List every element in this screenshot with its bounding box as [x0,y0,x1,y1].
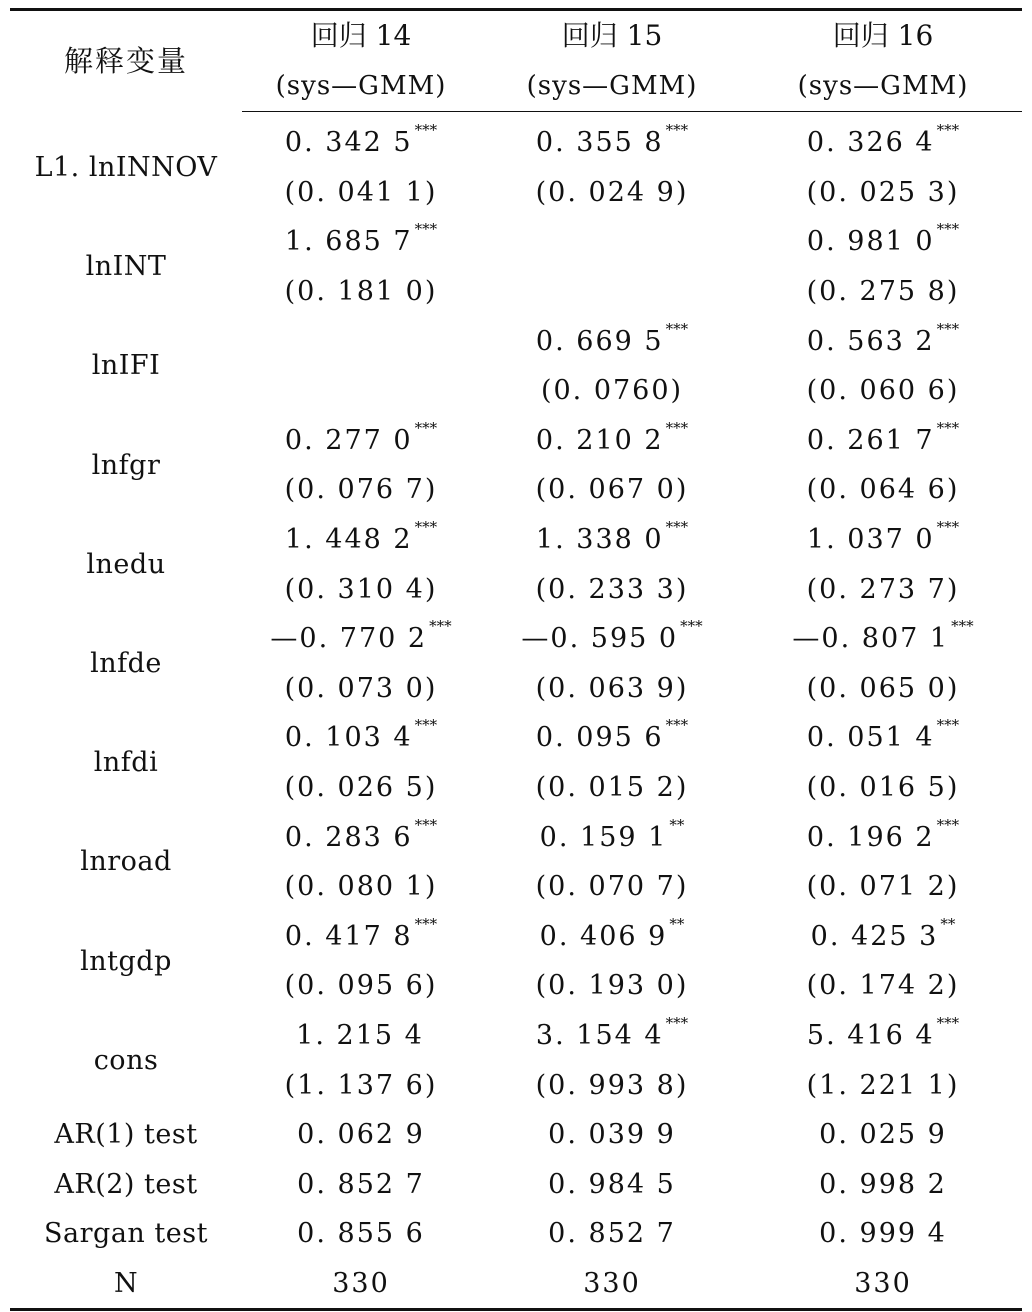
significance-stars: *** [414,518,438,537]
standard-error-cell: (0. 064 6) [806,474,960,506]
standard-error-cell: (0. 076 7) [284,474,438,506]
coefficient-value: 0. 261 7 [806,424,935,456]
table-row [10,1259,1022,1310]
column-header-title: 回归 14 [242,10,480,62]
test-name: N [10,1259,242,1310]
standard-error-cell: (0. 095 6) [284,970,438,1002]
coefficient-value: —0. 807 1 [792,623,950,655]
standard-error-cell: (0. 016 5) [806,772,960,804]
column-header-subtitle: (sys—GMM) [242,61,480,112]
standard-error-cell: (0. 041 1) [284,176,438,208]
variable-name: lnIFI [91,350,161,382]
table-row [10,217,1022,267]
standard-error-cell: (1. 221 1) [806,1069,960,1101]
coefficient-cell [242,713,480,763]
coefficient-cell [480,416,744,466]
coefficient-cell [480,812,744,862]
variable-name: cons [93,1044,159,1076]
standard-error-cell: (0. 174 2) [806,970,960,1002]
table-row [10,1110,1022,1160]
table-row [10,416,1022,466]
test-value: 0. 852 7 [297,1168,425,1200]
coefficient-cell [744,1011,1022,1061]
standard-error-cell: (0. 993 8) [535,1069,689,1101]
test-value: 0. 999 4 [819,1218,947,1250]
test-name: AR(2) test [54,1168,198,1200]
significance-stars: ** [669,815,685,834]
coefficient-value: 1. 685 7 [284,226,413,258]
table-row [10,912,1022,962]
significance-stars: *** [665,121,689,140]
significance-stars: ** [669,914,685,933]
coefficient-cell [480,614,744,664]
coefficient-value: 1. 037 0 [806,524,935,556]
standard-error-cell: (0. 015 2) [535,772,689,804]
test-name: AR(1) test [54,1119,198,1151]
significance-stars: *** [429,617,452,636]
coefficient-cell [480,912,744,962]
standard-error-cell: (0. 060 6) [806,375,960,407]
significance-stars: *** [665,518,689,537]
significance-stars: *** [936,220,960,239]
significance-stars: *** [936,716,960,735]
coefficient-value: 0. 326 4 [806,127,935,159]
coefficient-cell [744,112,1022,168]
coefficient-cell [480,217,744,267]
coefficient-cell [744,217,1022,267]
standard-error-cell [242,366,480,416]
table-header [10,10,1022,112]
table-row [10,112,1022,168]
variable-name: lnedu [86,548,166,580]
coefficient-value: 1. 448 2 [284,524,413,556]
regression-table [10,8,1022,1311]
coefficient-value: 0. 277 0 [284,424,413,456]
standard-error-cell: (0. 073 0) [284,672,438,704]
coefficient-cell [242,912,480,962]
variable-name: lntgdp [80,945,172,977]
coefficient-value: 0. 563 2 [806,325,935,357]
coefficient-cell [744,614,1022,664]
significance-stars: *** [951,617,974,636]
standard-error-cell: (0. 0760) [540,375,684,407]
significance-stars: *** [414,716,438,735]
coefficient-value: 1. 215 4 [296,1019,424,1051]
coefficient-value: 0. 196 2 [806,821,935,853]
coefficient-cell [744,515,1022,565]
coefficient-value: 0. 417 8 [284,920,413,952]
coefficient-cell [480,713,744,763]
coefficient-value: 0. 669 5 [535,325,664,357]
coefficient-value: 1. 338 0 [535,524,664,556]
test-value: 330 [744,1259,1022,1310]
coefficient-value: 0. 355 8 [535,127,664,159]
significance-stars: *** [936,815,960,834]
standard-error-cell: (0. 310 4) [284,573,438,605]
standard-error-cell: (0. 071 2) [806,871,960,903]
test-value: 0. 062 9 [297,1119,425,1151]
table-row [10,1011,1022,1061]
coefficient-cell [242,515,480,565]
significance-stars: *** [936,418,960,437]
coefficient-cell [242,416,480,466]
significance-stars: *** [665,716,689,735]
coefficient-cell [242,812,480,862]
significance-stars: *** [936,518,960,537]
variable-column-header: 解释变量 [10,10,242,112]
table-row [10,1159,1022,1209]
test-value: 0. 039 9 [548,1119,676,1151]
standard-error-cell: (0. 065 0) [806,672,960,704]
column-header-title: 回归 15 [480,10,744,62]
significance-stars: *** [680,617,703,636]
coefficient-value: 0. 095 6 [535,722,664,754]
test-name: Sargan test [44,1218,208,1250]
coefficient-value: —0. 595 0 [521,623,679,655]
standard-error-cell: (0. 024 9) [535,176,689,208]
standard-error-cell: (0. 080 1) [284,871,438,903]
standard-error-cell: (0. 070 7) [535,871,689,903]
standard-error-cell: (0. 025 3) [806,176,960,208]
table-row [10,515,1022,565]
coefficient-value: 0. 159 1 [539,821,668,853]
standard-error-cell: (0. 063 9) [535,672,689,704]
coefficient-cell [480,1011,744,1061]
coefficient-value: 5. 416 4 [806,1019,935,1051]
table-body [10,112,1022,1310]
variable-name: lnfgr [91,449,161,481]
standard-error-cell: (0. 026 5) [284,772,438,804]
table-row [10,812,1022,862]
column-header-subtitle: (sys—GMM) [480,61,744,112]
significance-stars: *** [414,815,438,834]
variable-name: lnfde [90,648,162,680]
standard-error-cell: (0. 193 0) [535,970,689,1002]
coefficient-cell [744,812,1022,862]
variable-name: lnINT [85,251,167,283]
standard-error-cell: (0. 067 0) [535,474,689,506]
coefficient-cell [480,112,744,168]
test-value: 330 [480,1259,744,1310]
standard-error-cell: (1. 137 6) [284,1069,438,1101]
coefficient-cell [480,316,744,366]
coefficient-cell [744,713,1022,763]
coefficient-cell [744,416,1022,466]
test-value: 0. 984 5 [548,1168,676,1200]
standard-error-cell: (0. 181 0) [284,276,438,308]
significance-stars: *** [665,319,689,338]
table-row [10,316,1022,366]
significance-stars: *** [414,220,438,239]
table-row [10,713,1022,763]
standard-error-cell [480,267,744,317]
coefficient-cell [242,614,480,664]
standard-error-cell: (0. 273 7) [806,573,960,605]
significance-stars: ** [940,914,956,933]
test-value: 0. 998 2 [819,1168,947,1200]
coefficient-value: 0. 342 5 [284,127,413,159]
coefficient-value: 0. 425 3 [810,920,939,952]
coefficient-value: 0. 283 6 [284,821,413,853]
variable-name: lnfdi [93,747,159,779]
coefficient-cell [744,912,1022,962]
coefficient-cell [242,217,480,267]
significance-stars: *** [936,121,960,140]
coefficient-cell [242,316,480,366]
significance-stars: *** [936,319,960,338]
standard-error-cell: (0. 275 8) [806,276,960,308]
coefficient-value: 0. 406 9 [539,920,668,952]
coefficient-cell [242,1011,480,1061]
coefficient-cell [242,112,480,168]
test-value: 0. 855 6 [297,1218,425,1250]
test-value: 0. 025 9 [819,1119,947,1151]
significance-stars: *** [665,1013,689,1032]
test-value: 0. 852 7 [548,1218,676,1250]
significance-stars: *** [414,914,438,933]
variable-name: lnroad [80,846,172,878]
coefficient-cell [480,515,744,565]
test-value: 330 [242,1259,480,1310]
standard-error-cell: (0. 233 3) [535,573,689,605]
coefficient-value: 0. 210 2 [535,424,664,456]
coefficient-value: —0. 770 2 [270,623,428,655]
significance-stars: *** [414,418,438,437]
table-row [10,614,1022,664]
coefficient-cell [744,316,1022,366]
table-row [10,1209,1022,1259]
variable-name: L1. lnINNOV [34,151,218,183]
significance-stars: *** [414,121,438,140]
column-header-title: 回归 16 [744,10,1022,62]
coefficient-value: 0. 981 0 [806,226,935,258]
significance-stars: *** [665,418,689,437]
coefficient-value: 3. 154 4 [535,1019,664,1051]
coefficient-value: 0. 051 4 [806,722,935,754]
column-header-subtitle: (sys—GMM) [744,61,1022,112]
significance-stars: *** [936,1013,960,1032]
coefficient-value: 0. 103 4 [284,722,413,754]
